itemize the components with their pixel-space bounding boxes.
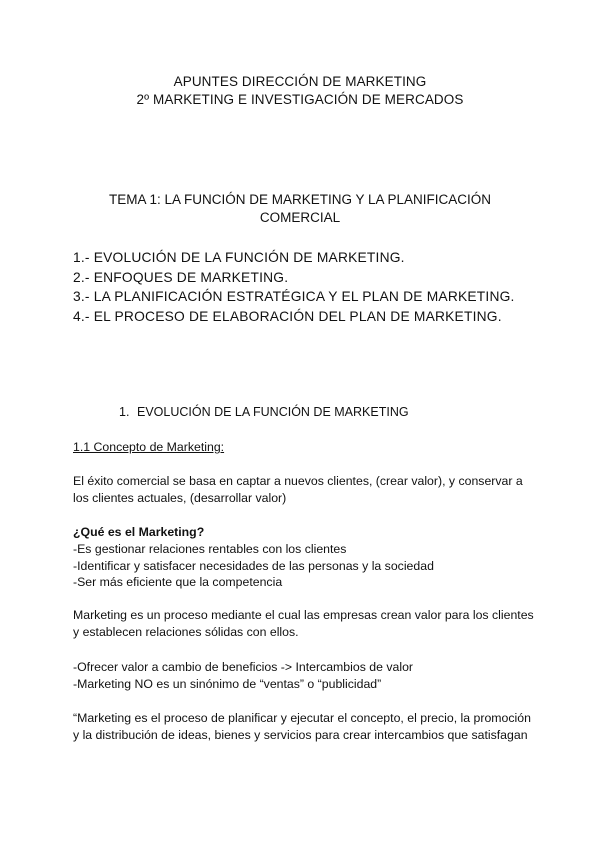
tema-title-line-1: TEMA 1: LA FUNCIÓN DE MARKETING Y LA PLANIFICACIÓN [108,192,492,207]
tema-title-line-2: COMERCIAL [259,210,341,225]
list-item: -Ofrecer valor a cambio de beneficios -> Intercambios de valor [73,660,414,674]
header-line-2: 2º MARKETING E INVESTIGACIÓN DE MERCADOS [136,92,464,107]
section-title: EVOLUCIÓN DE LA FUNCIÓN DE MARKETING [137,405,409,419]
section-heading [119,404,409,420]
paragraph-line: y la distribución de ideas, bienes y servicios para crear intercambios que satisfagan [73,727,528,742]
table-of-contents [73,248,515,326]
toc-item: 3.- LA PLANIFICACIÓN ESTRATÉGICA Y EL PLAN DE MARKETING. [73,289,515,304]
toc-item: 1.- EVOLUCIÓN DE LA FUNCIÓN DE MARKETING. [73,250,405,265]
subsection-title: 1.1 Concepto de Marketing: [73,440,225,454]
subsection-heading [73,439,533,456]
paragraph-line: El éxito comercial se basa en captar a nuevos clientes, (crear valor), y conservar a [73,474,523,488]
paragraph-line: y establecen relaciones sólidas con ellos. [73,624,299,639]
paragraph-line: “Marketing es el proceso de planificar y ejecutar el concepto, el precio, la promoción [73,711,531,725]
marketing-definition-list [73,524,533,591]
list-item: -Ser más eficiente que la competencia [73,575,283,590]
paragraph-1 [73,473,533,507]
tema-title [60,191,540,227]
section-number: 1. [119,405,130,419]
toc-item: 4.- EL PROCESO DE ELABORACIÓN DEL PLAN DE MARKETING. [73,308,502,324]
list-item: -Marketing NO es un sinónimo de “ventas” o “publicidad” [73,676,382,691]
question-heading: ¿Qué es el Marketing? [73,525,205,539]
list-item: -Es gestionar relaciones rentables con los clientes [73,541,347,556]
list-item: -Identificar y satisfacer necesidades de las personas y la sociedad [73,558,434,573]
header-line-1: APUNTES DIRECCIÓN DE MARKETING [173,74,427,89]
paragraph-3 [73,710,533,744]
paragraph-line: Marketing es un proceso mediante el cual las empresas crean valor para los clientes [73,608,534,622]
document-header [0,73,600,109]
paragraph-line: los clientes actuales, (desarrollar valor) [73,490,287,505]
paragraph-2 [73,607,533,641]
toc-item: 2.- ENFOQUES DE MARKETING. [73,269,289,285]
value-exchange-list [73,659,533,693]
